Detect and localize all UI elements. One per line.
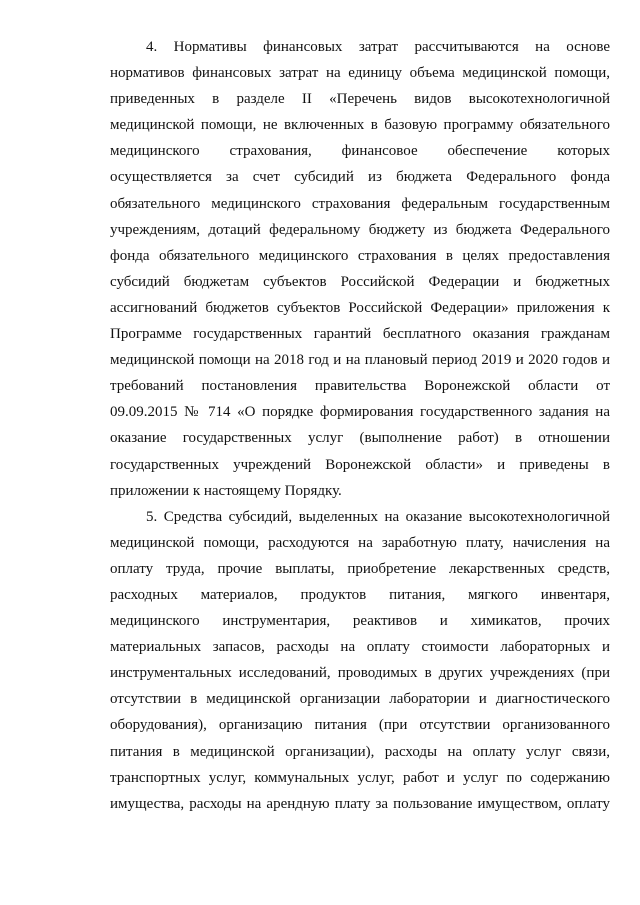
text-line: материальных запасов, расходы на оплату стоимости лабораторных и [110, 639, 610, 656]
text-line: 5. Средства субсидий, выделенных на оказание высокотехнологичной [146, 508, 610, 525]
text-line: медицинского инструментария, реактивов и химикатов, прочих [110, 613, 610, 630]
text-line: 4. Нормативы финансовых затрат рассчитываются на основе [146, 39, 610, 55]
text-line: медицинской помощи на 2018 год и на плановый период 2019 и 2020 годов и [110, 352, 610, 369]
text-line: фонда обязательного медицинского страхования в целях предоставления [110, 247, 610, 264]
text-line: осуществляется за счет субсидий из бюджета Федерального фонда [110, 169, 610, 186]
text-line: приложении к настоящему Порядку. [110, 482, 342, 499]
text-line: питания в медицинской организации), расходы на оплату услуг связи, [110, 743, 610, 760]
text-line: нормативов финансовых затрат на единицу объема медицинской помощи, [110, 65, 610, 82]
text-line: приведенных в разделе II «Перечень видов высокотехнологичной [110, 91, 610, 108]
text-line: медицинского страхования, финансовое обеспечение которых [110, 143, 610, 160]
text-line: инструментальных исследований, проводимых в других учреждениях (при [110, 665, 610, 682]
text-line: государственных учреждений Воронежской области» и приведены в [110, 456, 610, 473]
text-line: медицинской помощи, не включенных в базовую программу обязательного [110, 117, 610, 134]
text-line: медицинской помощи, расходуются на заработную плату, начисления на [110, 534, 610, 551]
text-line: требований постановления правительства Воронежской области от [110, 378, 610, 395]
paragraph-4 [110, 34, 610, 504]
text-line: оплату труда, прочие выплаты, приобретение лекарственных средств, [110, 560, 610, 577]
text-line: транспортных услуг, коммунальных услуг, работ и услуг по содержанию [110, 769, 610, 786]
text-line: оказание государственных услуг (выполнение работ) в отношении [110, 430, 610, 447]
text-line: расходных материалов, продуктов питания, мягкого инвентаря, [110, 586, 610, 603]
document-page [110, 34, 610, 817]
text-line: ассигнований бюджетов субъектов Российской Федерации» приложения к [110, 299, 610, 316]
text-line: обязательного медицинского страхования федеральным государственным [110, 195, 610, 212]
text-line: субсидий бюджетам субъектов Российской Федерации и бюджетных [110, 273, 610, 290]
text-line: отсутствии в медицинской организации лаборатории и диагностического [110, 691, 610, 708]
paragraph-5 [110, 504, 610, 817]
text-line: Программе государственных гарантий бесплатного оказания гражданам [110, 326, 610, 343]
text-line: 09.09.2015 № 714 «О порядке формирования государственного задания на [110, 404, 610, 421]
text-line: имущества, расходы на арендную плату за пользование имуществом, оплату [110, 795, 610, 812]
text-line: оборудования), организацию питания (при отсутствии организованного [110, 717, 610, 734]
text-line: учреждениям, дотаций федеральному бюджету из бюджета Федерального [110, 221, 610, 238]
